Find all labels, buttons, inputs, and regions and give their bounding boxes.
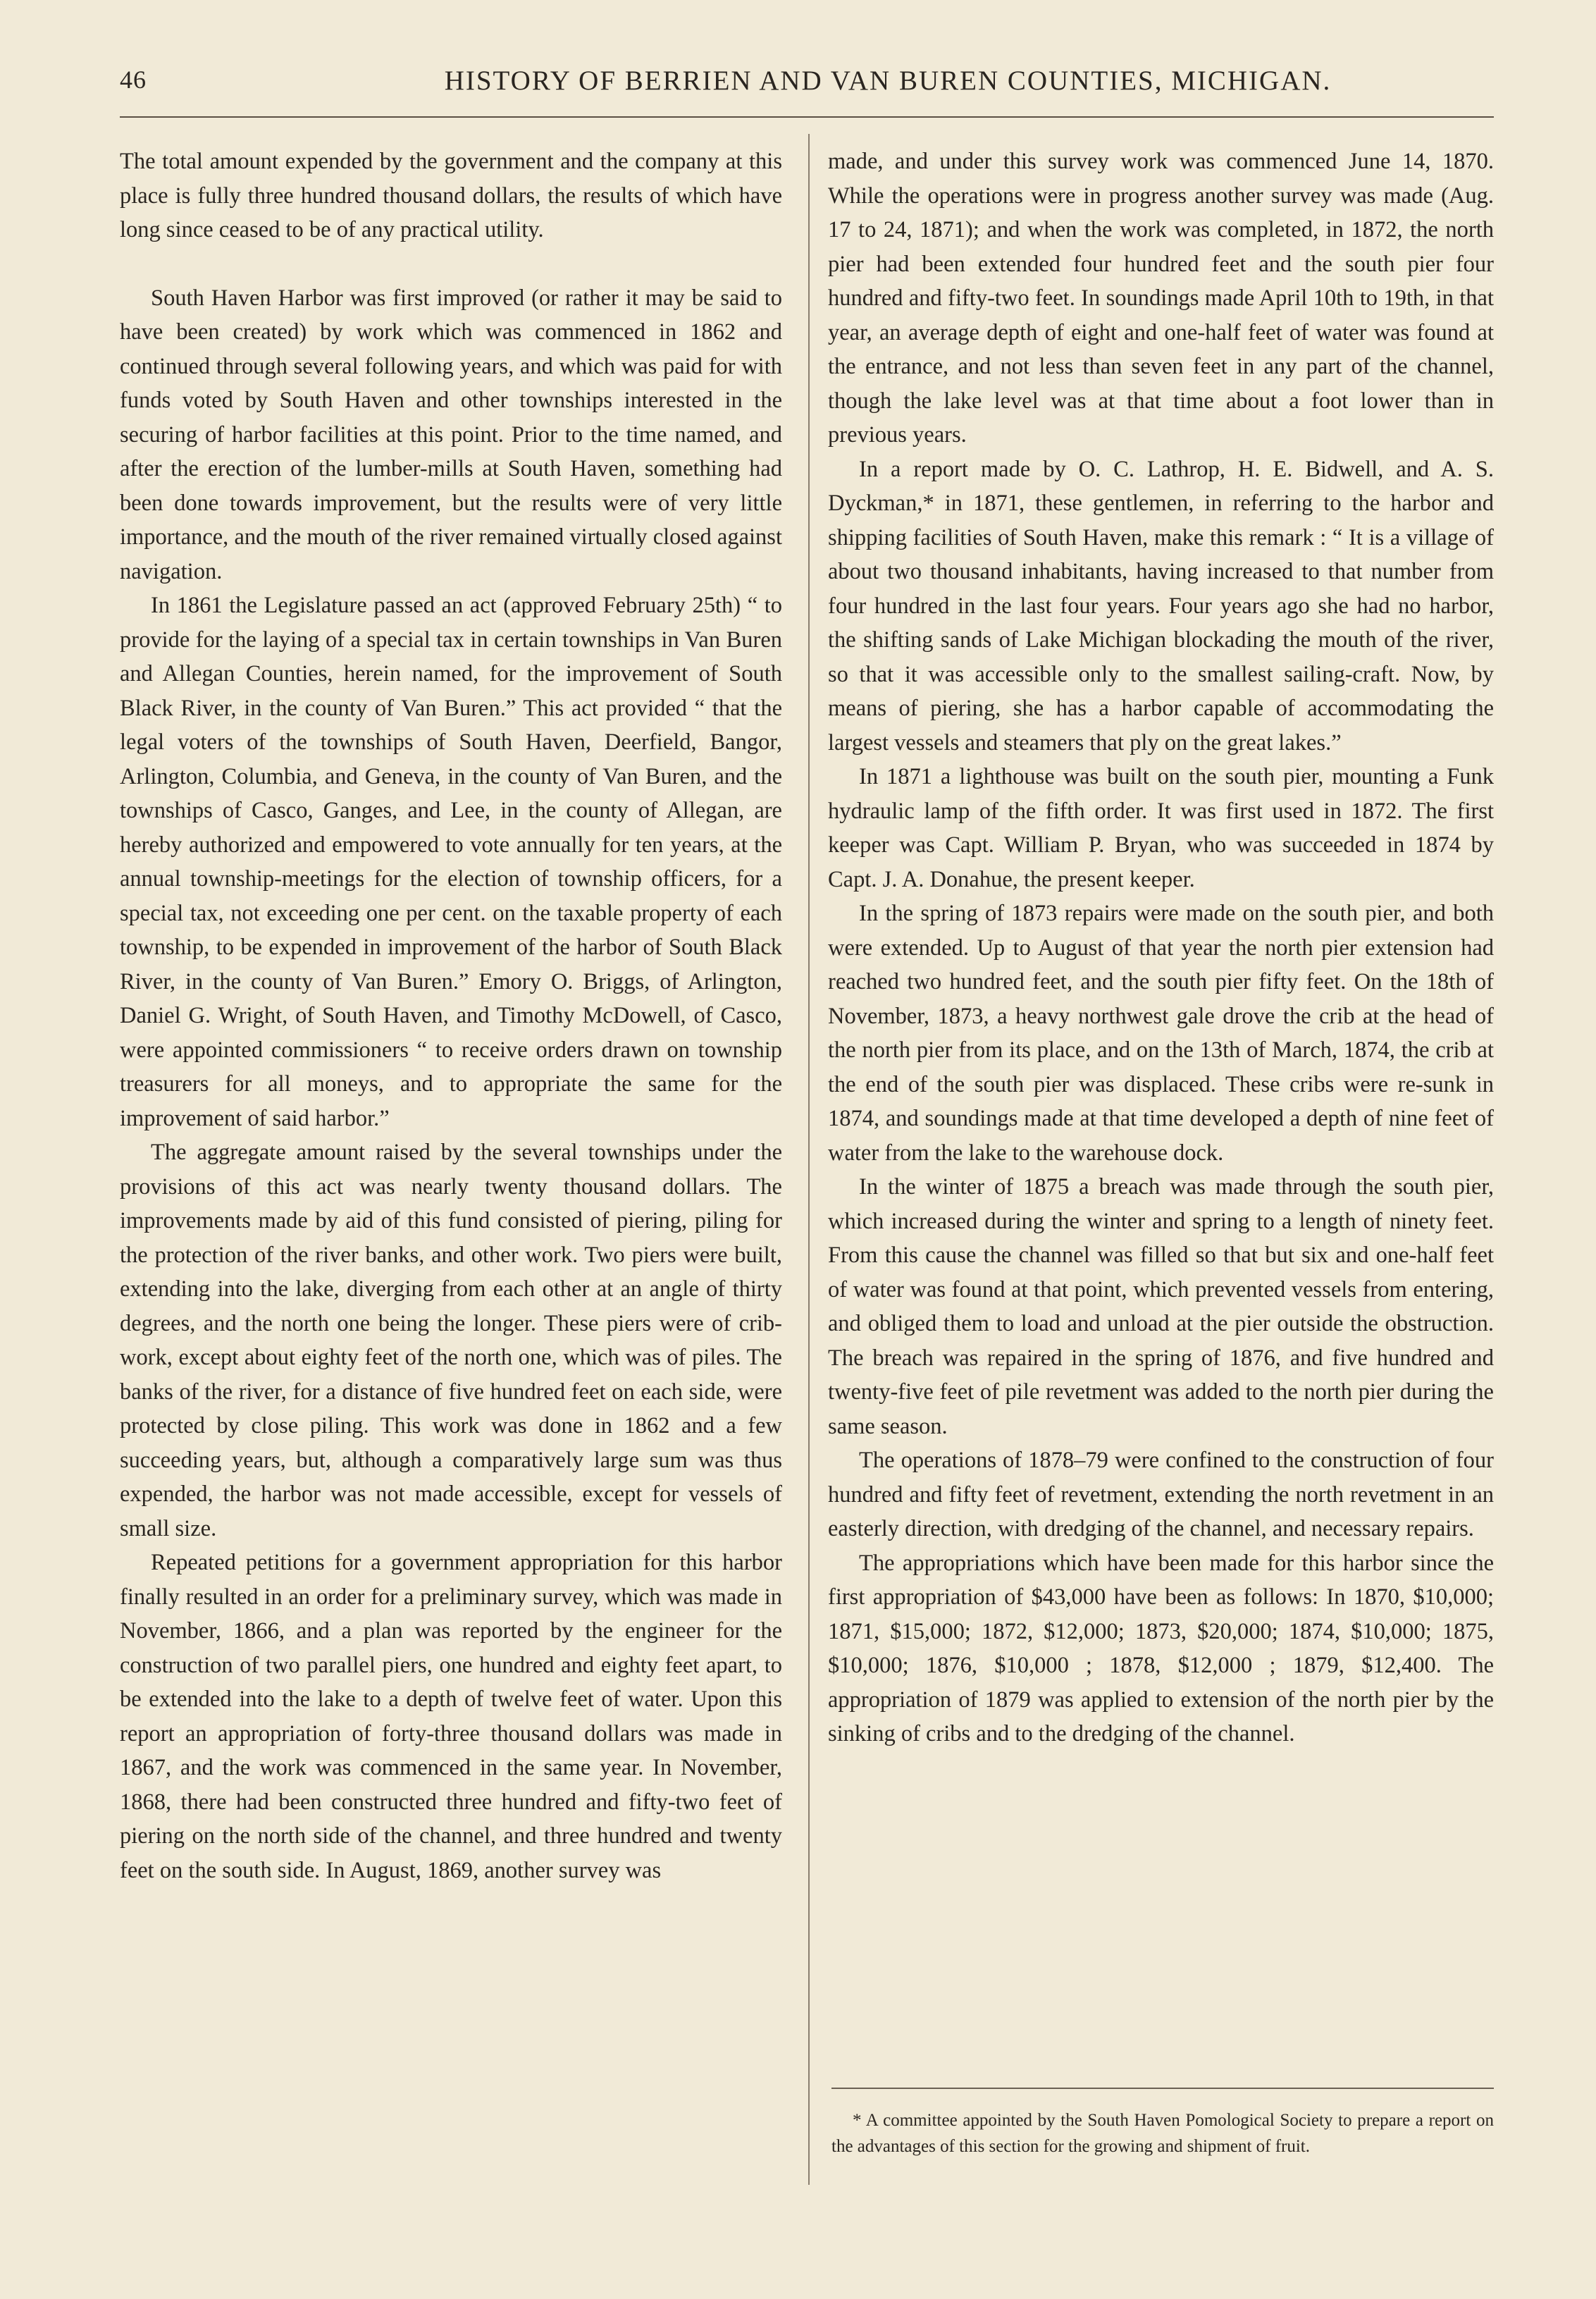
page-number: 46	[120, 66, 147, 94]
footnote	[831, 2107, 1494, 2159]
paragraph: South Haven Harbor was first improved (or rather it may be said to have been created) by work which was commenced in 1862 and continued through several following years, and which was paid for with funds voted by South Haven and other townships interested in the securing of harbor facilities at this point. Prior to the time named, and after the erection of the lumber-mills at South Haven, something had been done towards improvement, but the results were of very little importance, and the mouth of the river remained virtually closed against navigation.	[120, 285, 782, 584]
paragraph: In 1861 the Legislature passed an act (approved February 25th) “ to provide for the laying of a special tax in certain townships in Van Buren and Allegan Counties, herein named, for the improvement of South Black River, in the county of Van Buren.” This act provided “ that the legal voters of the townships of South Haven, Deerfield, Bangor, Arlington, Columbia, and Geneva, in the county of Van Buren, and the townships of Casco, Ganges, and Lee, in the county of Allegan, are hereby authorized and empowered to vote annually for ten years, at the annual township-meetings for the election of township officers, for a special tax, not exceeding one per cent. on the taxable property of each township, to be expended in improvement of the harbor of South Black River, in the county of Van Buren.” Emory O. Briggs, of Arlington, Daniel G. Wright, of South Haven, and Timothy McDowell, of Casco, were appointed commissioners “ to receive orders drawn on township treasurers for all moneys, and to appropriate the same for the improvement of said harbor.”	[120, 593, 782, 1131]
paragraph: In the spring of 1873 repairs were made on the south pier, and both were extended. Up to August of that year the north pier extension had reached two hundred feet, and the south pier fifty feet. On the 18th of November, 1873, a heavy northwest gale drove the crib at the head of the north pier from its place, and on the 13th of March, 1874, the crib at the end of the south pier was displaced. These cribs were re-sunk in 1874, and soundings made at that time developed a depth of nine feet of water from the lake to the warehouse dock.	[828, 901, 1494, 1166]
paragraph: In a report made by O. C. Lathrop, H. E. Bidwell, and A. S. Dyckman,* in 1871, these gentlemen, in referring to the harbor and shipping facilities of South Haven, make this remark : “ It is a village of about two thousand inhabitants, having increased to that number from four hundred in the last four years. Four years ago she had no harbor, the shifting sands of Lake Michigan blockading the mouth of the river, so that it was accessible only to the smallest sailing-craft. Now, by means of piering, she has a harbor capable of accommodating the largest vessels and steamers that ply on the great lakes.”	[828, 456, 1494, 756]
header-rule	[120, 116, 1494, 118]
paragraph: The total amount expended by the government and the company at this place is fully three hundred thousand dollars, the results of which have long since ceased to be of any practical utility.	[120, 149, 782, 242]
footnote-text: * A committee appointed by the South Haven Pomological Society to prepare a report on the advantages of this section for the growing and shipment of fruit.	[831, 2111, 1494, 2156]
right-column	[828, 144, 1494, 1751]
page-header	[120, 65, 1494, 107]
paragraph: The aggregate amount raised by the several townships under the provisions of this act was nearly twenty thousand dollars. The improvements made by aid of this fund consisted of piering, piling for the protection of the river banks, and other work. Two piers were built, extending into the lake, diverging from each other at an angle of thirty degrees, and the north one being the longer. These piers were of crib-work, except about eighty feet of the north one, which was of piles. The banks of the river, for a distance of five hundred feet on each side, were protected by close piling. This work was done in 1862 and a few succeeding years, but, although a comparatively large sum was thus expended, the harbor was not made accessible, except for vessels of small size.	[120, 1140, 782, 1541]
paragraph: made, and under this survey work was commenced June 14, 1870. While the operations were in progress another survey was made (Aug. 17 to 24, 1871); and when the work was completed, in 1872, the north pier had been extended four hundred feet and the south pier four hundred and fifty-two feet. In soundings made April 10th to 19th, in that year, an average depth of eight and one-half feet of water was found at the entrance, and not less than seven feet in any part of the channel, though the lake level was at that time about a foot lower than in previous years.	[828, 149, 1494, 448]
running-title: HISTORY OF BERRIEN AND VAN BUREN COUNTIES, MICHIGAN.	[444, 66, 1332, 96]
footnote-rule	[831, 2088, 1494, 2089]
paragraph: In the winter of 1875 a breach was made through the south pier, which increased during the winter and spring to a length of ninety feet. From this cause the channel was filled so that but six and one-half feet of water was found at that point, which prevented vessels from entering, and obliged them to load and unload at the pier outside the obstruction. The breach was repaired in the spring of 1876, and five hundred and twenty-five feet of pile revetment was added to the north pier during the same season.	[828, 1174, 1494, 1439]
left-column	[120, 144, 782, 1887]
paragraph: The operations of 1878–79 were confined to the construction of four hundred and fifty feet of revetment, extending the north revetment in an easterly direction, with dredging of the channel, and necessary repairs.	[828, 1448, 1494, 1541]
paragraph: Repeated petitions for a government appropriation for this harbor finally resulted in an order for a preliminary survey, which was made in November, 1866, and a plan was reported by the engineer for the construction of two parallel piers, one hundred and eighty feet apart, to be extended into the lake to a depth of twelve feet of water. Upon this report an appropriation of forty-three thousand dollars was made in 1867, and the work was commenced in the same year. In November, 1868, there had been constructed three hundred and fifty-two feet of piering on the north side of the channel, and three hundred and twenty feet on the south side. In August, 1869, another survey was	[120, 1550, 782, 1883]
paragraph: In 1871 a lighthouse was built on the south pier, mounting a Funk hydraulic lamp of the fifth order. It was first used in 1872. The first keeper was Capt. William P. Bryan, who was succeeded in 1874 by Capt. J. A. Donahue, the present keeper.	[828, 764, 1494, 892]
column-divider	[808, 134, 810, 2185]
paragraph: The appropriations which have been made for this harbor since the first appropriation of $43,000 have been as follows: In 1870, $10,000; 1871, $15,000; 1872, $12,000; 1873, $20,000; 1874, $10,000; 1875, $10,000; 1876, $10,000 ; 1878, $12,000 ; 1879, $12,400. The appropriation of 1879 was applied to extension of the north pier by the sinking of cribs and to the dredging of the channel.	[828, 1550, 1494, 1746]
